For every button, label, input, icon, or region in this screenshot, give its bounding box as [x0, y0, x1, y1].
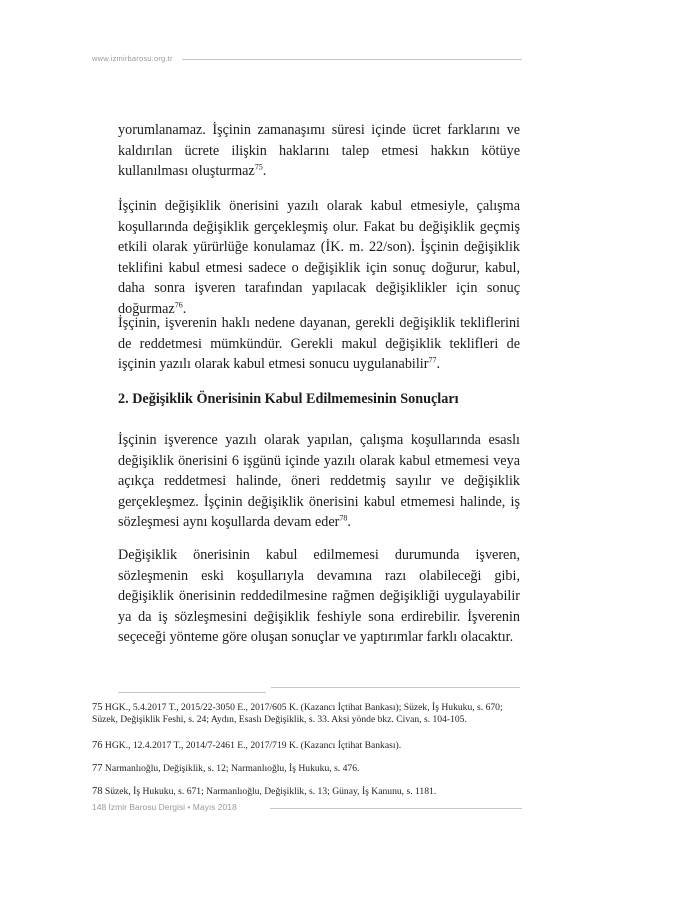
- footnote-number: 76: [92, 740, 103, 751]
- header-rule: [182, 59, 522, 60]
- paragraph-5: [118, 545, 520, 648]
- footnote-number: 78: [92, 786, 103, 797]
- footnote-text: Narmanlıoğlu, Değişiklik, s. 12; Narmanlıoğlu, İş Hukuku, s. 476.: [104, 763, 360, 774]
- footnote-number: 75: [92, 702, 103, 713]
- paragraph-3-text: İşçinin, işverenin haklı nedene dayanan, gerekli değişiklik tekliflerini de reddetmesi mümkündür. Gerekli makul değişiklik teklifleri de işçinin yazılı olarak kabul etmesi sonucu uygulanabilir: [118, 315, 520, 373]
- footnote-ref-76[interactable]: 76: [174, 300, 183, 310]
- paragraph-3: İşçinin, işverenin haklı nedene dayanan, gerekli değişiklik tekliflerini de reddetmesi mümkündür. Gerekli makul değişiklik teklifleri de işçinin yazılı olarak kabul etmesi sonucu uygulanabilir$^{77}$.: [118, 315, 520, 373]
- footnote-number: 77: [92, 763, 103, 774]
- footnote-77: [92, 763, 520, 775]
- footnote-76: [92, 740, 520, 752]
- paragraph-1-text: yorumlanamaz. İşçinin zamanaşımı süresi içinde ücret farklarını ve kaldırılan ücrete ilişkin haklarını talep etmesi hakkın kötüye kullanılması oluşturmaz: [118, 122, 520, 180]
- paragraph-2-text: İşçinin değişiklik önerisini yazılı olarak kabul etmesiyle, çalışma koşullarında değişiklik gerçekleşmiş olur. Fakat bu değişiklik geçmiş etkili olarak yürürlüğe konulamaz (İK. m. 22/son). İşçinin değişiklik teklifini kabul etmesi sadece o değişiklik için sonuç doğurur, kabul, daha sonra işveren tarafından yapılacak değişiklikler için sonuç doğurmaz: [118, 198, 520, 317]
- footer-text: 148 İzmir Barosu Dergisi • Mayıs 2018: [92, 802, 237, 812]
- header-url: www.izmirbarosu.org.tr: [92, 54, 173, 63]
- footnote-ref-78[interactable]: 78: [339, 513, 348, 523]
- page-footer: [92, 802, 522, 814]
- paragraph-1: yorumlanamaz. İşçinin zamanaşımı süresi içinde ücret farklarını ve kaldırılan ücrete ilişkin haklarını talep etmesi hakkın kötüye kullanılması oluşturmaz$^{75}$.: [118, 122, 520, 180]
- footer-rule: [270, 808, 522, 809]
- paragraph-4: İşçinin işverence yazılı olarak yapılan, çalışma koşullarında esaslı değişiklik önerisini 6 işgünü içinde yazılı olarak kabul etmemesi veya açıkça reddetmesi halinde, öneri reddetmiş sayılır ve değişiklik gerçekleşmez. İşçinin değişiklik önerisini kabul etmemesi halinde, iş sözleşmesi aynı koşullarda devam eder$^{78}$.: [118, 432, 520, 531]
- footnote-ref-75[interactable]: 75: [254, 162, 263, 172]
- page-header: [92, 54, 522, 68]
- footnote-text: Süzek, İş Hukuku, s. 671; Narmanlıoğlu, Değişiklik, s. 13; Günay, İş Kanunu, s. 1181.: [104, 786, 437, 797]
- footnote-text: HGK., 12.4.2017 T., 2014/7-2461 E., 2017/719 K. (Kazancı İçtihat Bankası).: [104, 740, 402, 751]
- footnote-text: HGK., 5.4.2017 T., 2015/22-3050 E., 2017/605 K. (Kazancı İçtihat Bankası); Süzek, İş Hukuku, s. 670; Süzek, Değişiklik Feshi, s. 24; Aydın, Esaslı Değişiklik, s. 33. Aksi yönde bkz. Civan, s. 104-105.: [92, 702, 503, 726]
- paragraph-2: İşçinin değişiklik önerisini yazılı olarak kabul etmesiyle, çalışma koşullarında değişiklik gerçekleşmiş olur. Fakat bu değişiklik geçmiş etkili olarak yürürlüğe konulamaz (İK. m. 22/son). İşçinin değişiklik teklifini kabul etmesi sadece o değişiklik için sonuç doğurur, kabul, daha sonra işveren tarafından yapılacak değişiklikler için sonuç doğurmaz$^{76}$.: [118, 198, 520, 317]
- footnote-separator: [118, 687, 520, 693]
- paragraph-5-text: Değişiklik önerisinin kabul edilmemesi durumunda işveren, sözleşmenin eski koşullarıyla devamına razı olabileceği gibi, değişiklik önerisinin reddedilmesine rağmen değişikliği uygulayabilir ya da iş sözleşmesini değişiklik feshiyle sona erdirebilir. İşverenin seçeceği yönteme göre oluşan sonuçlar ve yaptırımlar farklı olacaktır.: [118, 547, 520, 646]
- paragraph-4-text: İşçinin işverence yazılı olarak yapılan, çalışma koşullarında esaslı değişiklik önerisini 6 işgünü içinde yazılı olarak kabul etmemesi veya açıkça reddetmesi halinde, öneri reddetmiş sayılır ve değişiklik gerçekleşmez. İşçinin değişiklik önerisini kabul etmemesi halinde, iş sözleşmesi aynı koşullarda devam eder: [118, 432, 520, 531]
- footnote-75: [92, 702, 520, 727]
- footnote-78: [92, 786, 520, 798]
- section-heading-text: 2. Değişiklik Önerisinin Kabul Edilmemesinin Sonuçları: [118, 391, 459, 407]
- footnote-ref-77[interactable]: 77: [428, 355, 437, 365]
- section-heading: [118, 391, 520, 408]
